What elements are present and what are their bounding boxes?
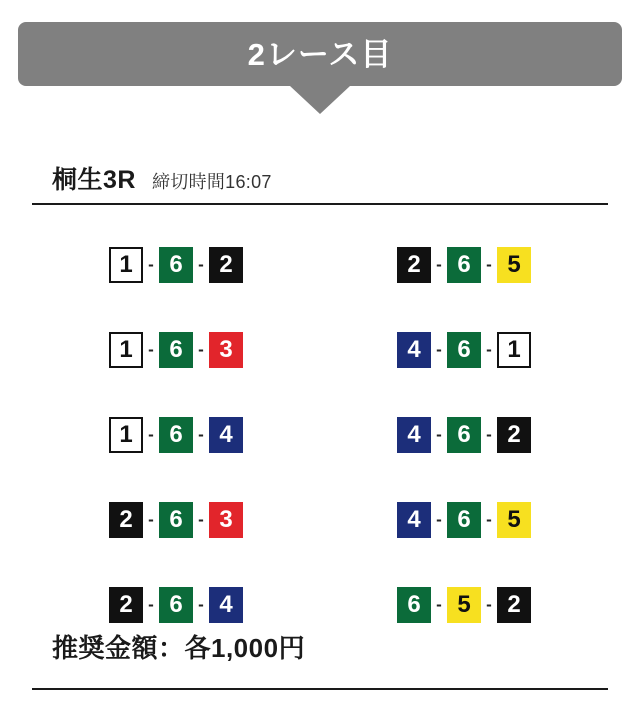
combo-separator: - [486, 509, 492, 529]
prediction-cell [32, 477, 320, 562]
boat-number: 4 [209, 587, 243, 623]
boat-number: 6 [159, 332, 193, 368]
combo-separator: - [436, 254, 442, 274]
race-name: 桐生3R [52, 166, 136, 194]
boat-number: 1 [109, 417, 143, 453]
combo-separator: - [486, 594, 492, 614]
prediction-cell [32, 222, 320, 307]
combo-separator: - [198, 424, 204, 444]
prediction-cell [320, 477, 608, 562]
combo-separator: - [148, 594, 154, 614]
prediction-combo [109, 247, 243, 283]
boat-number: 5 [447, 587, 481, 623]
boat-number: 6 [397, 587, 431, 623]
combo-separator: - [148, 509, 154, 529]
boat-number: 2 [497, 587, 531, 623]
combo-separator: - [198, 509, 204, 529]
boat-number: 6 [447, 502, 481, 538]
boat-number: 1 [109, 247, 143, 283]
combo-separator: - [198, 254, 204, 274]
boat-number: 2 [109, 502, 143, 538]
boat-number: 6 [159, 247, 193, 283]
boat-number: 2 [209, 247, 243, 283]
combo-separator: - [436, 339, 442, 359]
combo-separator: - [486, 424, 492, 444]
banner-arrow-icon [290, 86, 350, 114]
race-header [52, 160, 592, 196]
combo-separator: - [148, 254, 154, 274]
prediction-cell [32, 392, 320, 477]
divider-top [32, 203, 608, 205]
prediction-combo [109, 332, 243, 368]
combo-separator: - [198, 594, 204, 614]
prediction-cell [320, 392, 608, 477]
prediction-combo [397, 247, 531, 283]
race-banner [18, 22, 622, 86]
combo-separator: - [198, 339, 204, 359]
prediction-combo [109, 587, 243, 623]
boat-number: 2 [497, 417, 531, 453]
boat-number: 6 [447, 417, 481, 453]
boat-number: 4 [397, 502, 431, 538]
prediction-grid [32, 222, 608, 647]
combo-separator: - [436, 594, 442, 614]
combo-separator: - [148, 424, 154, 444]
boat-number: 3 [209, 502, 243, 538]
prediction-combo [397, 502, 531, 538]
boat-number: 5 [497, 247, 531, 283]
prediction-cell [32, 307, 320, 392]
boat-number: 6 [447, 247, 481, 283]
divider-bottom [32, 688, 608, 690]
prediction-combo [397, 332, 531, 368]
boat-number: 5 [497, 502, 531, 538]
boat-number: 3 [209, 332, 243, 368]
prediction-combo [109, 502, 243, 538]
combo-separator: - [436, 424, 442, 444]
race-deadline: 締切時間16:07 [151, 172, 272, 192]
boat-number: 6 [159, 417, 193, 453]
combo-separator: - [148, 339, 154, 359]
combo-separator: - [486, 254, 492, 274]
boat-number: 6 [159, 502, 193, 538]
prediction-cell [320, 562, 608, 647]
prediction-cell [320, 307, 608, 392]
prediction-combo [397, 417, 531, 453]
boat-number: 1 [497, 332, 531, 368]
banner-title: 2レース目 [247, 36, 393, 72]
boat-number: 2 [397, 247, 431, 283]
prediction-cell [320, 222, 608, 307]
boat-number: 4 [397, 417, 431, 453]
combo-separator: - [486, 339, 492, 359]
prediction-combo [109, 417, 243, 453]
recommended-amount: 推奨金額：各1,000円 [52, 633, 306, 663]
boat-number: 2 [109, 587, 143, 623]
boat-number: 4 [397, 332, 431, 368]
combo-separator: - [436, 509, 442, 529]
boat-number: 6 [159, 587, 193, 623]
boat-number: 1 [109, 332, 143, 368]
prediction-combo [397, 587, 531, 623]
boat-number: 4 [209, 417, 243, 453]
banner-body [18, 22, 622, 86]
boat-number: 6 [447, 332, 481, 368]
